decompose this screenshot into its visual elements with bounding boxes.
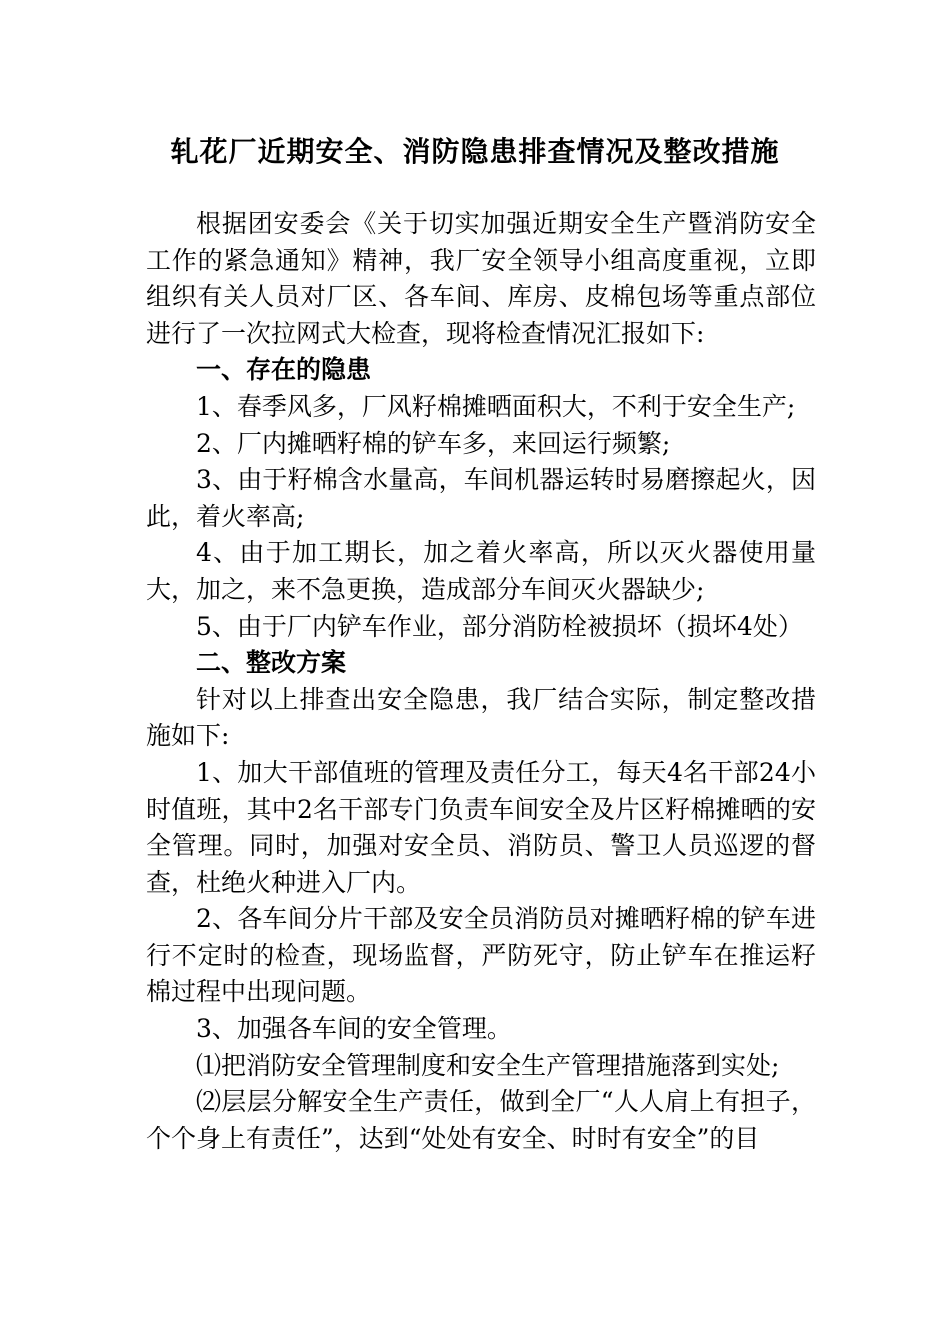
hazard-item-1: 1、春季风多，厂风籽棉摊晒面积大，不利于安全生产;	[196, 391, 796, 421]
rectification-subitem-2: ⑵层层分解安全生产责任，做到全厂“人人肩上有担子，个个身上有责任”，达到“处处有安全、时时有安全”的目	[146, 1087, 816, 1153]
rectification-intro: 针对以上排查出安全隐患，我厂结合实际，制定整改措施如下:	[146, 684, 816, 751]
rectification-subitem-1: ⑴把消防安全管理制度和安全生产管理措施落到实处;	[196, 1050, 780, 1080]
intro-paragraph: 根据团安委会《关于切实加强近期安全生产暨消防安全工作的紧急通知》精神，我厂安全领导小组高度重视，立即组织有关人员对厂区、各车间、库房、皮棉包场等重点部位进行了一次拉网式大检查，现将检查情况汇报如下:	[146, 209, 816, 348]
hazard-item-2: 2、厂内摊晒籽棉的铲车多，来回运行频繁;	[196, 428, 671, 458]
document-title: 轧花厂近期安全、消防隐患排查情况及整改措施	[170, 135, 780, 168]
hazard-item-5: 5、由于厂内铲车作业，部分消防栓被损坏（损坏4处）	[196, 611, 803, 641]
section-heading-hazards: 一、存在的隐患	[196, 355, 372, 385]
document-body	[146, 206, 816, 1157]
hazard-item-3: 3、由于籽棉含水量高，车间机器运转时易磨擦起火，因此，着火率高;	[146, 465, 816, 531]
section-heading-rectification: 二、整改方案	[196, 648, 347, 678]
hazard-item-4: 4、由于加工期长，加之着火率高，所以灭火器使用量大，加之，来不急更换，造成部分车间灭火器缺少;	[146, 538, 816, 604]
rectification-item-2: 2、各车间分片干部及安全员消防员对摊晒籽棉的铲车进行不定时的检查，现场监督，严防死守，防止铲车在推运籽棉过程中出现问题。	[146, 904, 816, 1007]
rectification-item-3: 3、加强各车间的安全管理。	[196, 1014, 512, 1044]
rectification-item-1: 1、加大干部值班的管理及责任分工，每天4名干部24小时值班，其中2名干部专门负责车间安全及片区籽棉摊晒的安全管理。同时，加强对安全员、消防员、警卫人员巡逻的督查，杜绝火种进入厂内。	[146, 757, 816, 897]
